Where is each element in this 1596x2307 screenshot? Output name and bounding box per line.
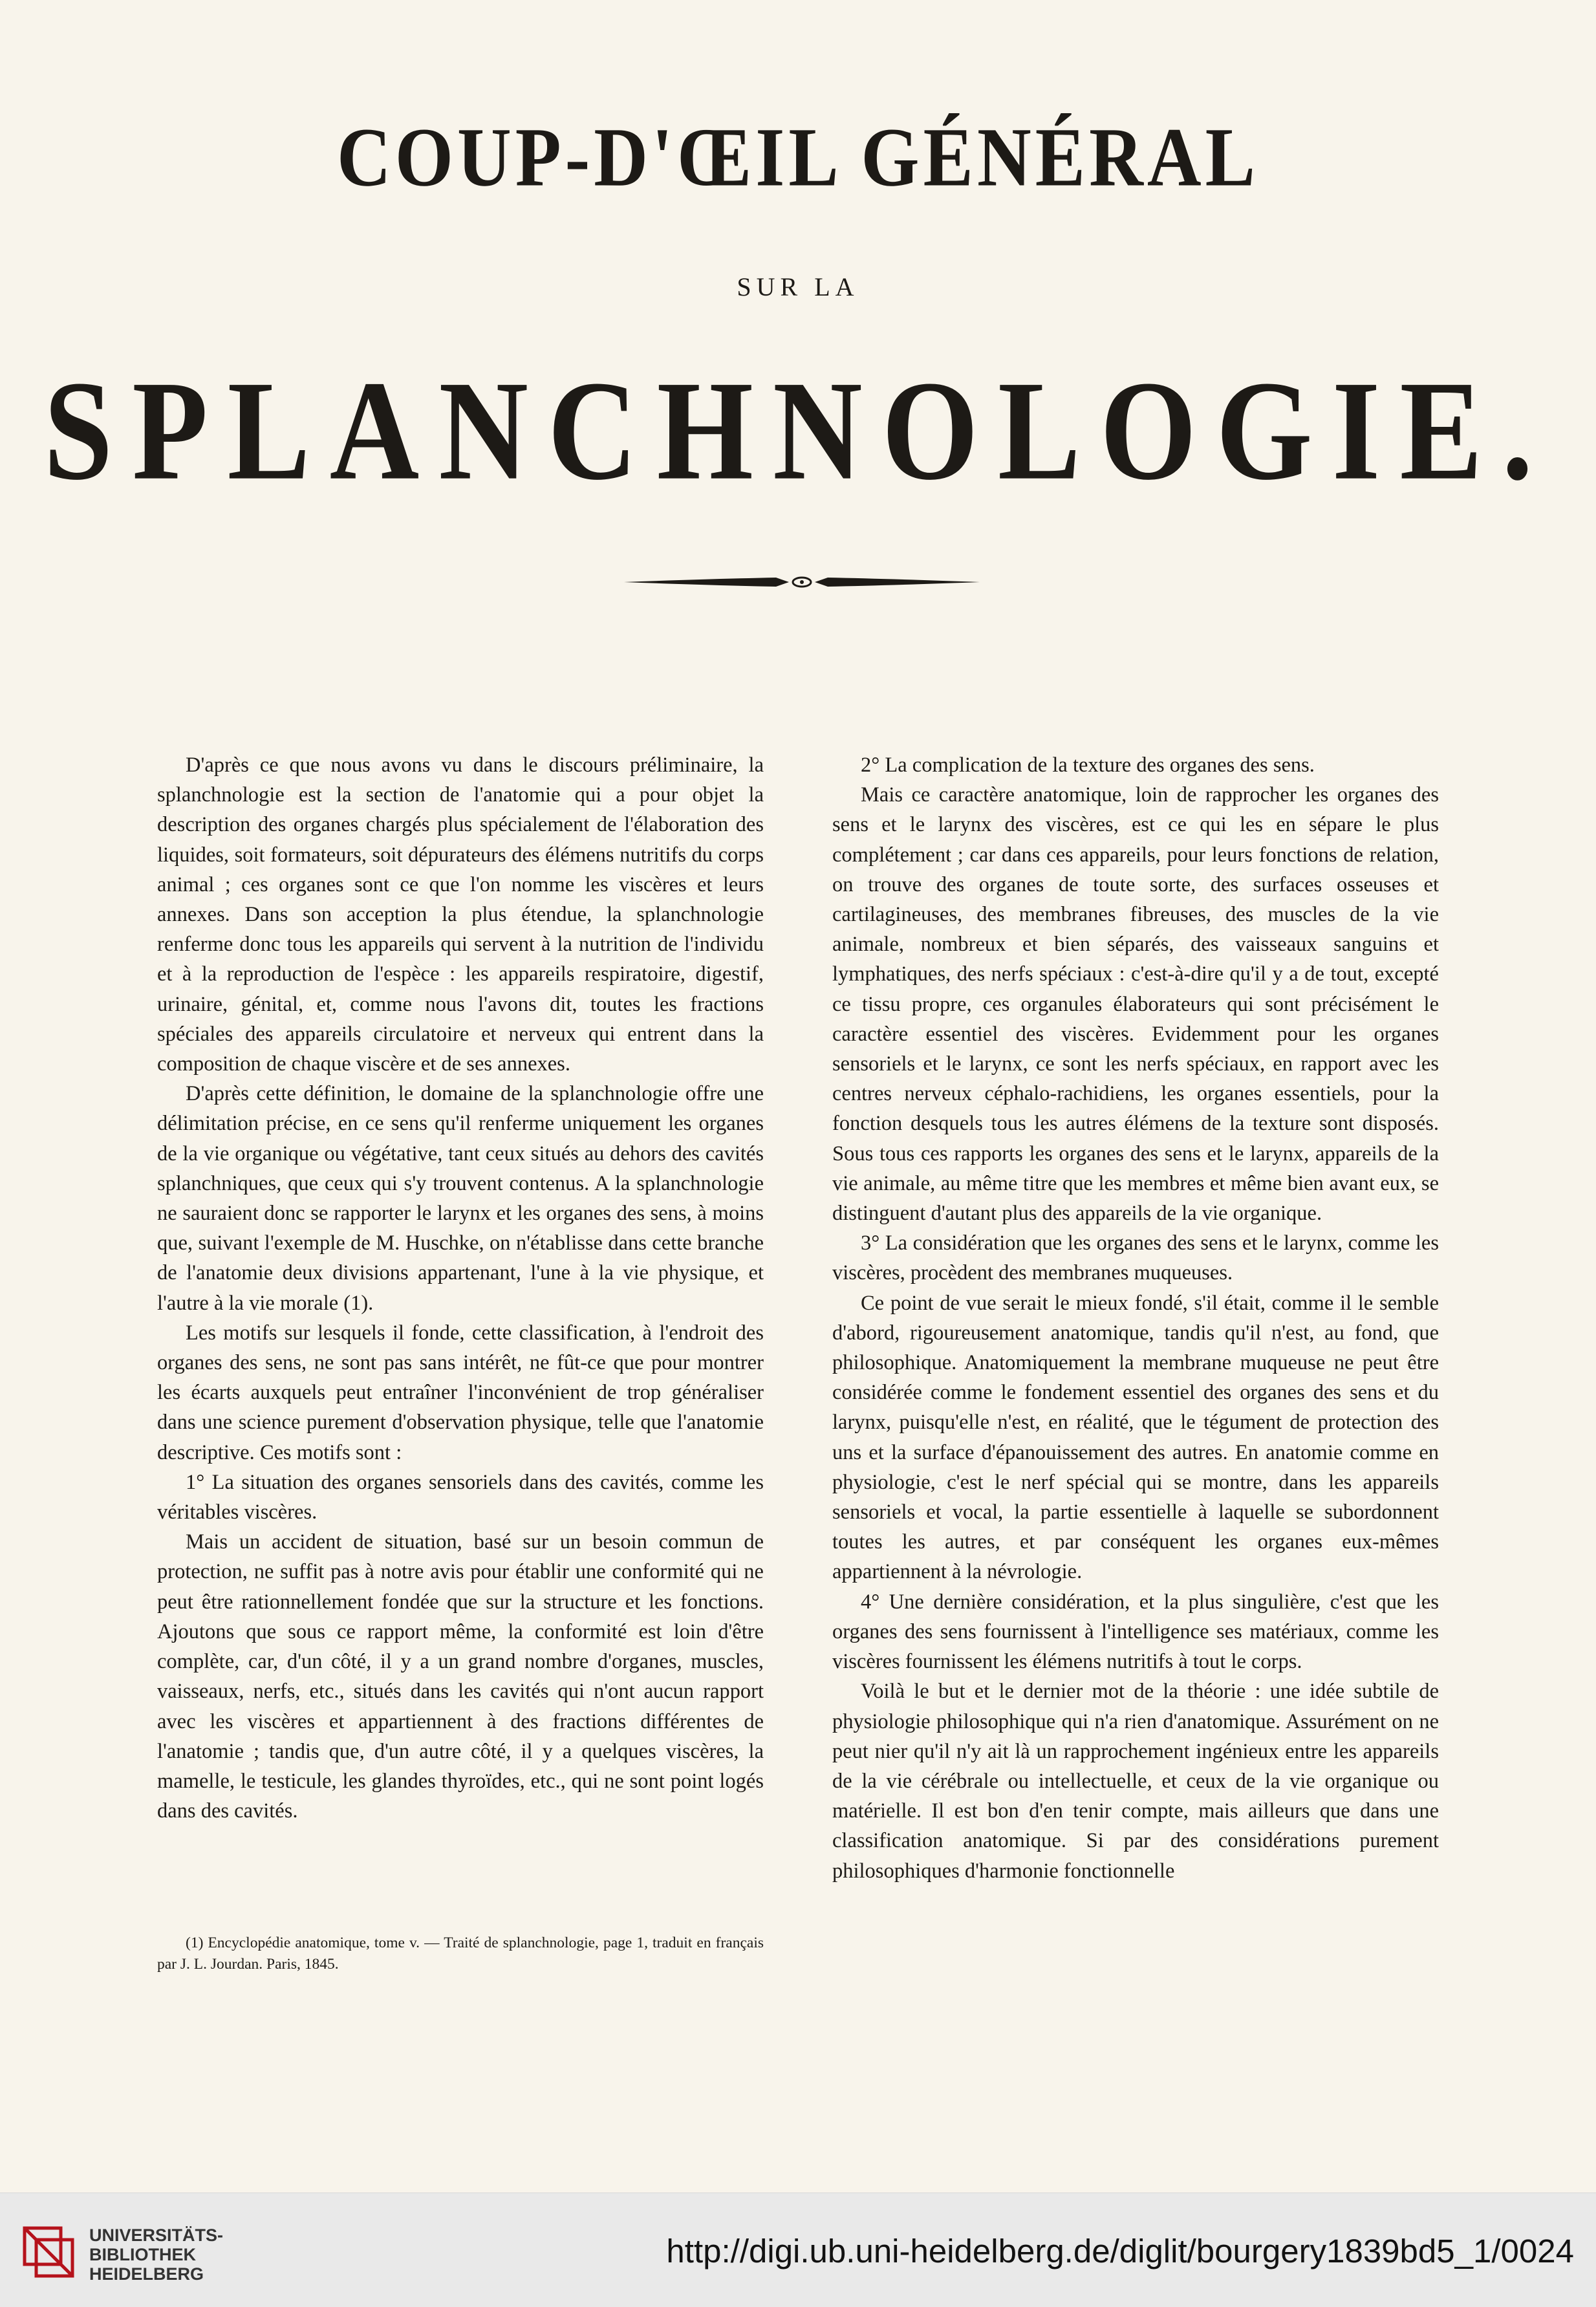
library-name-line-3: HEIDELBERG <box>89 2264 204 2284</box>
ornament-divider <box>621 569 983 595</box>
library-logo-icon[interactable] <box>19 2223 78 2281</box>
right-paragraph-4: Ce point de vue serait le mieux fondé, s'il était, comme il le semble d'abord, rigoureusement anatomique, tandis qu'il n'est, au fond, que philosophique. Anatomiquement la membrane muqueuse ne peut être considérée comme le fondement essentiel des organes des sens et du larynx, puisqu'elle n'est, en réalité, que le tégument de protection des uns et la surface d'épanouissement des autres. En anatomie comme en physiologie, c'est le nerf spécial qui se montre, dans les appareils sensoriels et vocal, la partie essentielle à laquelle se subordonnent toutes les autres, et par conséquent les organes eux-mêmes appartiennent à la névrologie. <box>832 1291 1439 1584</box>
library-name-line-2: BIBLIOTHEK <box>89 2245 196 2264</box>
right-paragraph-5: 4° Une dernière considération, et la plus singulière, c'est que les organes des sens fournissent à l'intelligence ses matériaux, comme les viscères fournissent les élémens nutritifs à tout le corps. <box>832 1590 1439 1674</box>
left-paragraph-2: D'après cette définition, le domaine de la splanchnologie offre une délimitation précise, en ce sens qu'il renferme uniquement les organes de la vie organique ou végétative, tant ceux situés au dehors des cavités splanchniques, que ceux qui s'y trouvent contenus. A la splanchnologie ne sauraient donc se rapporter le larynx et les organes des sens, à moins que, suivant l'exemple de M. Huschke, on n'établisse dans cette branche de l'anatomie deux divisions appartenant, l'une à la vie physique, et l'autre à la vie morale (1). <box>157 1082 764 1315</box>
right-paragraph-6: Voilà le but et le dernier mot de la théorie : une idée subtile de physiologie philosophique qui n'a rien d'anatomique. Assurément on ne peut nier qu'il n'y ait là un rapprochement ingénieux entre les appareils de la vie cérébrale ou intellectuelle, et ceux de la vie organique ou matérielle. Il est bon d'en tenir compte, mais ailleurs que dans une classification anatomique. Si par des considérations purement philosophiques d'harmonie fonctionnelle <box>832 1680 1439 1883</box>
left-paragraph-4: 1° La situation des organes sensoriels dans des cavités, comme les véritables viscères. <box>157 1470 764 1524</box>
permalink-url[interactable]: http://digi.ub.uni-heidelberg.de/diglit/bourgery1839bd5_1/0024 <box>666 2233 1574 2269</box>
right-column <box>832 750 1439 1886</box>
title-line-2: SUR LA <box>737 272 859 301</box>
right-paragraph-1: 2° La complication de la texture des organes des sens. <box>861 753 1315 777</box>
library-name[interactable] <box>89 2226 223 2284</box>
right-paragraph-3: 3° La considération que les organes des sens et le larynx, comme les viscères, procèdent des membranes muqueuses. <box>832 1231 1439 1285</box>
title-line-1: COUP-D'ŒIL GÉNÉRAL <box>336 111 1260 204</box>
right-paragraph-2: Mais ce caractère anatomique, loin de rapprocher les organes des sens et le larynx des viscères, est ce qui les en sépare le plus complétement ; car dans ces appareils, pour leurs fonctions de relation, on trouve des organes de toute sorte, des surfaces osseuses et cartilagineuses, des membranes fibreuses, des muscles de la vie animale, nombreux et bien séparés, des vaisseaux sanguins et lymphatiques, des nerfs spéciaux : c'est-à-dire qu'il y a de tout, excepté ce tissu propre, ces organules élaborateurs qui sont précisément le caractère essentiel des viscères. Evidemment pour les organes sensoriels et le larynx, ce sont les nerfs spéciaux, en rapport avec les centres nerveux céphalo-rachidiens, les organes essentiels, pour la fonction desquels tous les autres élémens de la texture sont disposés. Sous tous ces rapports les organes des sens et le larynx, appareils de la vie animale, au même titre que les membres et même bien avant eux, se distinguent d'autant plus des appareils de la vie organique. <box>832 783 1439 1226</box>
footnote: (1) Encyclopédie anatomique, tome v. — Traité de splanchnologie, page 1, traduit en français par J. L. Jourdan. Paris, 1845. <box>157 1934 764 1973</box>
left-paragraph-1: D'après ce que nous avons vu dans le discours préliminaire, la splanchnologie est la section de l'anatomie qui a pour objet la description des organes chargés plus spécialement de l'élaboration des liquides, soit formateurs, soit dépurateurs des élémens nutritifs du corps animal ; ces organes sont ce que l'on nomme les viscères et leurs annexes. Dans son acception la plus étendue, la splanchnologie renferme donc tous les appareils qui servent à la nutrition de l'individu et à la reproduction de l'espèce : les appareils respiratoire, digestif, urinaire, génital, et, comme nous l'avons dit, toutes les fractions spéciales des appareils circulatoire et nerveux qui entrent dans la composition de chaque viscère et de ses annexes. <box>157 753 764 1076</box>
left-column <box>157 750 764 1826</box>
title-line-3: SPLANCHNOLOGIE. <box>43 351 1553 510</box>
library-footer <box>0 2193 1596 2307</box>
library-name-line-1: UNIVERSITÄTS- <box>89 2226 224 2245</box>
left-paragraph-5: Mais un accident de situation, basé sur un besoin commun de protection, ne suffit pas à notre avis pour établir une conformité qui ne peut être rationnellement fondée que sur la structure et les fonctions. Ajoutons que sous ce rapport même, la conformité est loin d'être complète, car, d'un côté, il y a un grand nombre d'organes, muscles, vaisseaux, nerfs, etc., situés dans les cavités qui n'ont aucun rapport avec les viscères et appartiennent à des fractions différentes de l'anatomie ; tandis que, d'un autre côté, il y a quelques viscères, la mamelle, le testicule, les glandes thyroïdes, etc., qui ne sont point logés dans des cavités. <box>157 1530 764 1823</box>
left-paragraph-3: Les motifs sur lesquels il fonde, cette classification, à l'endroit des organes des sens, ne sont pas sans intérêt, ne fût-ce que pour montrer les écarts auxquels peut entraîner l'inconvénient de trop généraliser dans une science purement d'observation physique, telle que l'anatomie descriptive. Ces motifs sont : <box>157 1321 764 1464</box>
